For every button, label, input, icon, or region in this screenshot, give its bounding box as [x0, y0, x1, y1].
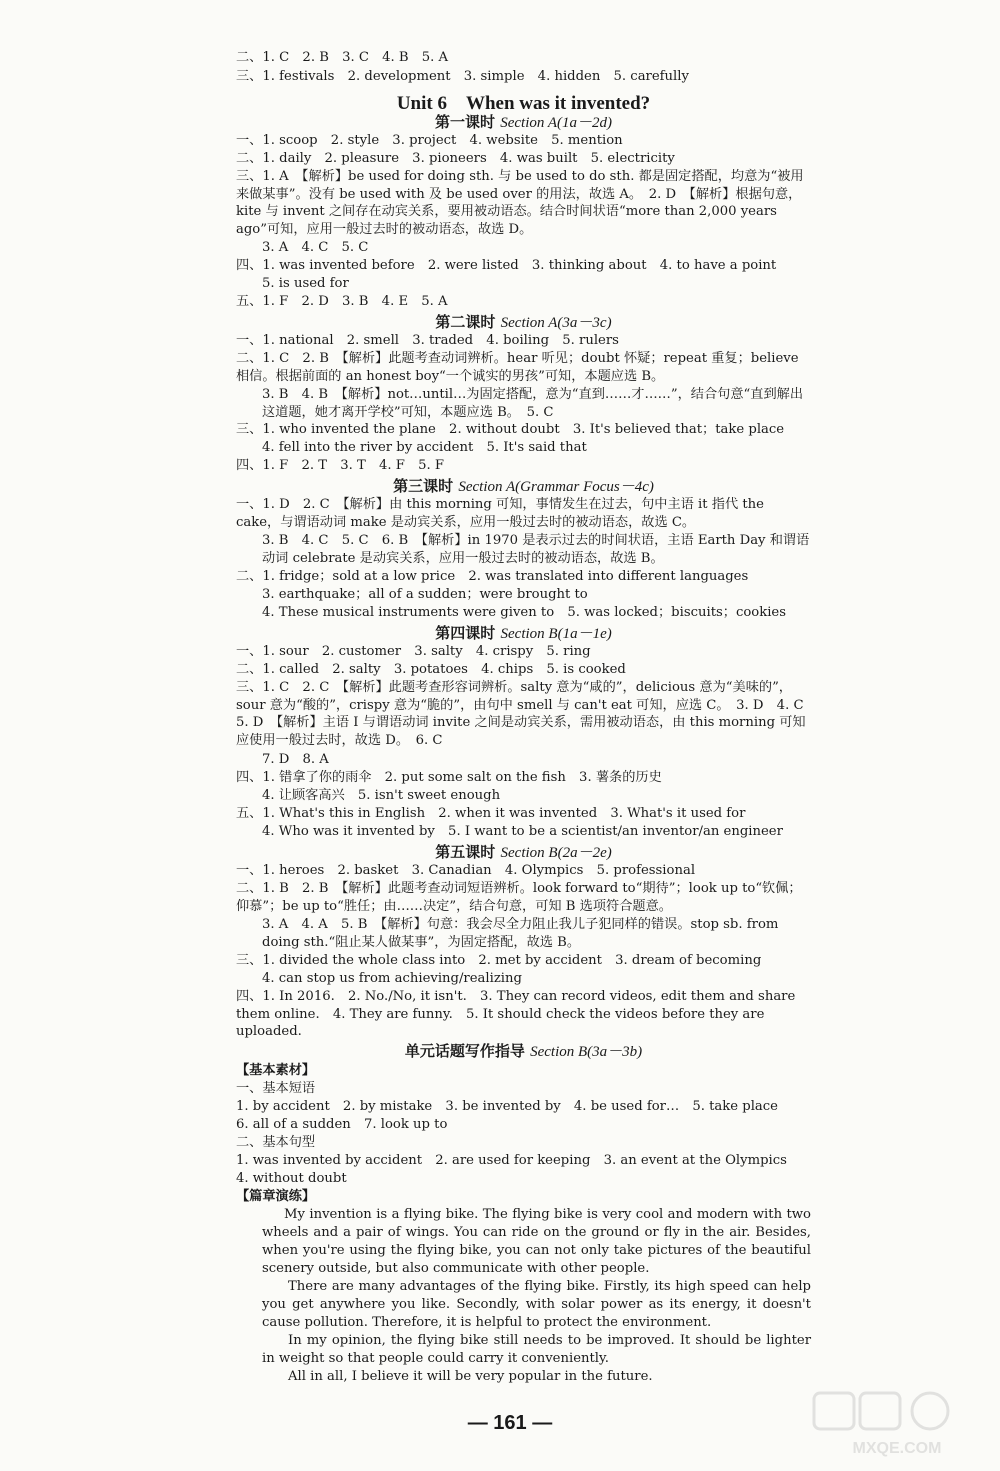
essay-paragraph: My invention is a flying bike. The flying bike is very cool and modern with two wheels and a pair of wings. You can ride on the ground or fly in the air. Besides, when you're using the flying bike, you can not only take pictures of the beautiful scenery outside, but also communicate with other people.: [262, 1207, 811, 1276]
answer-line: 二、1. fridge；sold at a low price 2. was translated into different languages: [236, 569, 749, 584]
answer-line: 1. was invented by accident 2. are used for keeping 3. an event at the Olympics: [236, 1153, 787, 1168]
section-label: 【基本素材】: [236, 1063, 316, 1078]
answer-line: 1. by accident 2. by mistake 3. be invented by 4. be used for… 5. take place: [236, 1099, 778, 1114]
lesson-heading: [236, 311, 811, 332]
answer-line: 6. all of a sudden 7. look up to: [236, 1117, 448, 1132]
lesson-title: 单元话题写作指导: [404, 1042, 525, 1060]
answer-line: 五、1. F 2. D 3. B 4. E 5. A: [236, 294, 448, 309]
answer-line: 二、1. called 2. salty 3. potatoes 4. chips 5. is cooked: [236, 662, 626, 677]
answer-line: 一、1. heroes 2. basket 3. Canadian 4. Olympics 5. professional: [236, 863, 696, 878]
answer-paragraph: 3. B 4. B 【解析】not…until…为固定搭配，意为“直到……才……”，结合句意“直到解出这道题，她才离开学校”可知，本题应选 B。 5. C: [262, 387, 804, 420]
answer-line: 4. can stop us from achieving/realizing: [262, 971, 522, 986]
lesson-title: 第四课时: [435, 624, 496, 642]
lesson-section: Section A(3a－3c): [500, 315, 612, 331]
answer-line: 四、1. was invented before 2. were listed 3. thinking about 4. to have a point: [236, 258, 777, 273]
lesson-title: 第五课时: [435, 843, 496, 861]
lesson-section: Section A(Grammar Focus－4c): [458, 479, 654, 495]
answer-line: 4. 让顾客高兴 5. isn't sweet enough: [262, 788, 501, 803]
answer-line: 4. Who was it invented by 5. I want to be a scientist/an inventor/an engineer: [262, 824, 783, 839]
answer-paragraph: 三、1. C 2. C 【解析】此题考查形容词辨析。salty 意为“咸的”，delicious 意为“美味的”，sour 意为“酸的”，crispy 意为“脆的”，由句中 smell 与 can't eat 可知，应选 C。 3. D 4. C 5. D 【解析】主语 I 与谓语动词 invite 之间是动宾关系，需用被动语态，由 this morning 可知应使用一般过去时，故选 D。 6. C: [236, 680, 817, 748]
essay-paragraph: There are many advantages of the flying bike. Firstly, its high speed can help you get anywhere you like. Secondly, with solar power as its energy, it doesn't cause pollution. Therefore, it is helpful to protect the environment.: [262, 1279, 811, 1330]
answer-paragraph: 一、1. D 2. C 【解析】由 this morning 可知，事情发生在过去，句中主语 it 指代 the cake，与谓语动词 make 是动宾关系，应用一般过去时的被动语态，故选 C。: [236, 497, 764, 530]
lesson-section: Section A(1a－2d): [500, 115, 613, 131]
lesson-title: 第三课时: [393, 477, 454, 495]
watermark-box: [860, 1393, 900, 1429]
answer-paragraph: 二、1. B 2. B 【解析】此题考查动词短语辨析。look forward to“期待”；look up to“钦佩；仰慕”；be up to“胜任；由……决定”，结合句意，可知 B 选项符合题意。: [236, 881, 802, 914]
watermark-text: MXQE.COM: [852, 1440, 942, 1457]
answer-line: 一、1. sour 2. customer 3. salty 4. crispy 5. ring: [236, 644, 591, 659]
answer-line: 5. is used for: [262, 276, 349, 291]
answer-line: 3. earthquake；all of a sudden；were brought to: [262, 587, 588, 602]
answer-line: 7. D 8. A: [262, 752, 329, 767]
answer-line: 二、1. C 2. B 3. C 4. B 5. A: [236, 50, 449, 65]
section-label: 一、基本短语: [236, 1081, 316, 1096]
lesson-heading: [236, 475, 811, 496]
answer-line: 三、1. divided the whole class into 2. met by accident 3. dream of becoming: [236, 953, 762, 968]
lesson-heading: [236, 841, 811, 862]
lesson-section: Section B(3a－3b): [530, 1044, 643, 1060]
answer-paragraph: 3. A 4. A 5. B 【解析】句意：我会尽全力阻止我儿子犯同样的错误。stop sb. from doing sth.“阻止某人做某事”，为固定搭配，故选 B。: [262, 917, 779, 950]
lesson-section: Section B(2a－2e): [500, 845, 612, 861]
watermark-circle: [912, 1393, 948, 1429]
lesson-heading: [236, 1040, 811, 1061]
watermark-logo: [812, 1389, 982, 1459]
answer-line: 二、1. daily 2. pleasure 3. pioneers 4. was built 5. electricity: [236, 151, 675, 166]
unit-title: Unit 6 When was it invented?: [396, 93, 651, 114]
answer-line: 四、1. 错拿了你的雨伞 2. put some salt on the fish 3. 薯条的历史: [236, 770, 662, 785]
lesson-title: 第二课时: [435, 313, 496, 331]
answer-line: 4. These musical instruments were given to 5. was locked；biscuits；cookies: [262, 605, 787, 620]
answer-line: 五、1. What's this in English 2. when it was invented 3. What's it used for: [236, 806, 746, 821]
watermark-box: [814, 1393, 854, 1429]
page-number: — 161 —: [467, 1412, 553, 1434]
answer-line: 三、1. who invented the plane 2. without doubt 3. It's believed that；take place: [236, 422, 785, 437]
essay-paragraph: All in all, I believe it will be very popular in the future.: [288, 1369, 653, 1384]
lesson-title: 第一课时: [434, 113, 495, 131]
answer-paragraph: 二、1. C 2. B 【解析】此题考查动词辨析。hear 听见；doubt 怀疑；repeat 重复；believe 相信。根据前面的 an honest boy“一个诚实的男孩”可知，本题应选 B。: [236, 351, 799, 384]
answer-line: 三、1. festivals 2. development 3. simple 4. hidden 5. carefully: [236, 69, 689, 84]
answer-line: 4. without doubt: [236, 1171, 347, 1186]
answer-line: 四、1. F 2. T 3. T 4. F 5. F: [236, 458, 445, 473]
lesson-heading: [236, 111, 811, 132]
lesson-section: Section B(1a－1e): [500, 626, 612, 642]
answer-line: 4. fell into the river by accident 5. It's said that: [262, 440, 587, 455]
answer-paragraph: 四、1. In 2016. 2. No./No, it isn't. 3. They can record videos, edit them and share them online. 4. They are funny. 5. It should check the videos before they are uploaded.: [236, 989, 796, 1040]
answer-paragraph: 三、1. A 【解析】be used for doing sth. 与 be used to do sth. 都是固定搭配，均意为“被用来做某事”。没有 be used with 及 be used over 的用法，故选 A。 2. D 【解析】根据句意，kite 与 invent 之间存在动宾关系，要用被动语态。结合时间状语“more than 2,000 years ago”可知，应用一般过去时的被动语态，故选 D。: [236, 169, 804, 237]
answer-paragraph: 3. B 4. C 5. C 6. B 【解析】in 1970 是表示过去的时间状语，主语 Earth Day 和谓语动词 celebrate 是动宾关系，应用一般过去时的被动语态，故选 B。: [262, 533, 810, 566]
section-label: 【篇章演练】: [236, 1189, 316, 1204]
section-label: 二、基本句型: [236, 1135, 316, 1150]
answer-line: 一、1. scoop 2. style 3. project 4. website 5. mention: [236, 133, 623, 148]
essay-paragraph: In my opinion, the flying bike still needs to be improved. It should be lighter in weight so that people could carry it conveniently.: [262, 1333, 811, 1366]
answer-line: 3. A 4. C 5. C: [262, 240, 369, 255]
lesson-heading: [236, 622, 811, 643]
answer-line: 一、1. national 2. smell 3. traded 4. boiling 5. rulers: [236, 333, 619, 348]
